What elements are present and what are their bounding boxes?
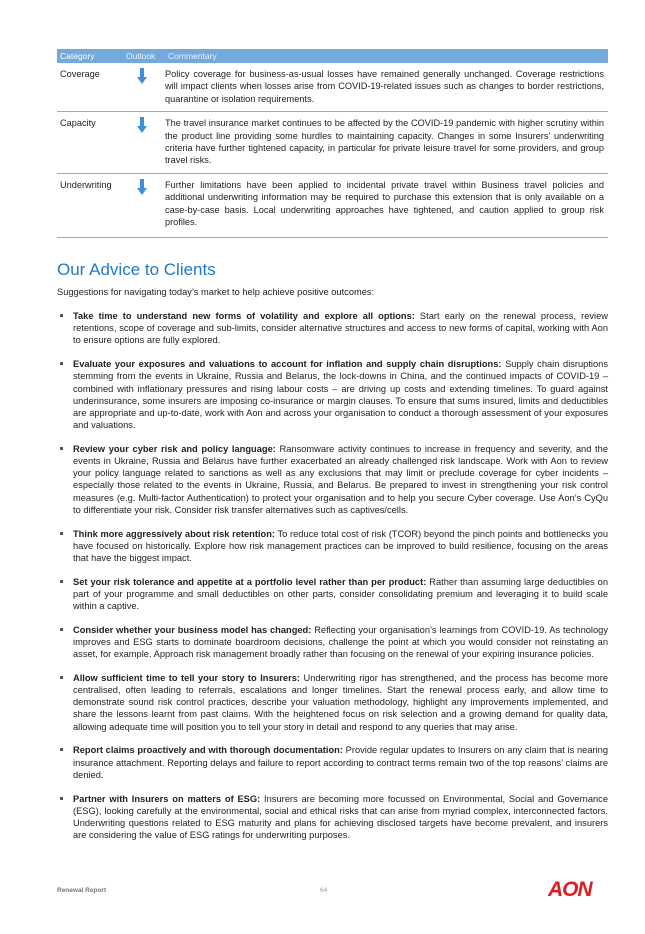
row-commentary: The travel insurance market continues to be affected by the COVID-19 pandemic with higher scrutiny within the product line providing some hurdles to maintaining capacity. Changes in some Insurers’ underwriting criteria have further tightened capacity, in particular for private leisure travel for some providers, and group travel risks. <box>165 118 604 166</box>
row-commentary: Policy coverage for business-as-usual losses have remained generally unchanged. Coverage restrictions will impact clients when losses arise from COVID-19-related issues such as changes to border restrictions, quarantine or isolation requirements. <box>165 69 604 104</box>
bullet-square-icon <box>60 447 63 450</box>
down-arrow-icon <box>137 179 147 195</box>
item-text: To reduce total cost of risk (TCOR) beyond the pinch points and bottlenecks you have focused on historically. Explore how risk management practices can be improved to build resilience, focusing on the areas that have the biggest impact. <box>73 528 608 563</box>
table-row <box>57 174 608 239</box>
footer-report-name: Renewal Report <box>57 887 107 894</box>
section-intro: Suggestions for navigating today’s market to help achieve positive outcomes: <box>57 287 375 297</box>
item-text: Ransomware activity continues to increase in frequency and severity, and the events in Ukraine, Russia and Belarus have further exacerbated an already challenged risk landscape. Work with Aon to review your policy language related to sanctions as well as any exclusions that may limit or preclude coverage for cyber incidents – especially those related to the events in Ukraine, Russia, and Belarus. Be prepared to invest in strengthening your risk control measures (e.g. Multi-factor Authentication) to protect your organisation and to help you secure Cyber coverage. Use Aon’s CyQu to differentiate your risk. Consider risk transfer alternatives such as captives/cells. <box>73 443 608 515</box>
item-title: Report claims proactively and with thorough documentation: <box>73 745 343 756</box>
table-row <box>57 112 608 174</box>
header-commentary: Commentary <box>168 51 217 61</box>
list-item <box>57 528 608 565</box>
down-arrow-icon <box>137 117 147 133</box>
item-text: Start early on the renewal process, review retentions, scope of coverage and sub-limits, consider alternative structures and access to new forms of capital, working with Aon to ensure options are fully explored. <box>73 311 608 346</box>
table-header <box>57 49 608 63</box>
list-item <box>57 310 608 347</box>
bullet-square-icon <box>60 362 63 365</box>
list-item <box>57 624 608 661</box>
item-title: Set your risk tolerance and appetite at a portfolio level rather than per product: <box>73 576 427 587</box>
row-commentary: Further limitations have been applied to incidental private travel within Business travel policies and additional underwriting information may be required to purchase this extension that is only available on a case-by-case basis. Local underwriting approaches have tightened, and caution applied to group risk profiles. <box>165 179 604 228</box>
item-title: Evaluate your exposures and valuations to account for inflation and supply chain disruptions: <box>73 359 502 370</box>
row-category: Coverage <box>60 69 100 79</box>
bullet-square-icon <box>60 532 63 535</box>
list-item <box>57 793 608 842</box>
item-title: Consider whether your business model has changed: <box>73 624 312 635</box>
down-arrow-icon <box>137 68 147 84</box>
table-row <box>57 63 608 112</box>
bullet-square-icon <box>60 580 63 583</box>
list-item <box>57 576 608 613</box>
header-outlook: Outlook <box>126 51 156 61</box>
section-heading: Our Advice to Clients <box>57 260 216 279</box>
item-title: Review your cyber risk and policy language: <box>73 443 276 454</box>
svg-text:AON: AON <box>548 878 592 899</box>
item-title: Partner with Insurers on matters of ESG: <box>73 793 261 804</box>
item-text: Supply chain disruptions stemming from the events in Ukraine, Russia and Belarus, the lock-downs in China, and the continued impacts of COVID-19 – combined with inflationary pressures and rising labour costs – are driving up costs and extending timelines. To guard against underinsurance, some insurers are imposing co-insurance or margin clauses. To ensure that sums insured, limits and deductibles are appropriate and up-to-date, work with Aon and across your organisation to conduct a thorough assessment of your exposures and valuations. <box>73 359 608 431</box>
aon-logo <box>548 877 608 899</box>
market-outlook-table <box>57 49 608 238</box>
item-text: Provide regular updates to Insurers on any claim that is nearing insurance attachment. Reporting delays and failure to report according to contract terms remain two of the top reasons’ claims are denied. <box>73 745 608 780</box>
row-category: Capacity <box>60 118 96 129</box>
bullet-square-icon <box>60 748 63 751</box>
item-title: Allow sufficient time to tell your story to Insurers: <box>73 672 300 683</box>
item-title: Think more aggressively about risk retention: <box>73 528 275 539</box>
advice-list <box>57 310 608 853</box>
bullet-square-icon <box>60 628 63 631</box>
page-number: 64 <box>320 887 328 894</box>
bullet-square-icon <box>60 314 63 317</box>
list-item <box>57 443 608 516</box>
bullet-square-icon <box>60 797 63 800</box>
list-item <box>57 672 608 733</box>
header-category: Category <box>60 51 95 61</box>
bullet-square-icon <box>60 676 63 679</box>
list-item <box>57 744 608 781</box>
item-text: Insurers are becoming more focussed on Environmental, Social and Governance (ESG), looking carefully at the environmental, social and ethical risks that can arise from myriad complex, interconnected factors. Underwriting questions related to ESG maturity and plans for achieving disclosed targets have become prevalent, and insurers are considering the value of ESG ratings for underwriting purposes. <box>73 793 608 841</box>
item-text: Rather than assuming large deductibles on part of your programme and small deductibles on other parts, consider consolidating premium and leveraging it to build scale within a captive. <box>73 576 608 612</box>
row-category: Underwriting <box>60 179 112 190</box>
list-item <box>57 358 608 431</box>
item-text: Underwriting rigor has strengthened, and the process has become more centralised, often leading to referrals, escalations and longer timelines. Start the renewal process early, and allow time to demonstrate sound risk control practices, describe your valuation methodology, highlight any improvements implemented, and share the lessons learnt from past claims. With the heightened focus on risk selection and a growing demand for quality data, allowing adequate time will position you to tell your story in detail and respond to any queries that may arise. <box>73 672 608 732</box>
item-title: Take time to understand new forms of volatility and explore all options: <box>73 311 415 321</box>
item-text: Reflecting your organisation’s learnings from COVID-19. As technology improves and ESG starts to dominate boardroom decisions, challenge the point at which you would consider not reinstating an asset, for example. Approach risk management broadly rather than focusing on the renewal of your expiring insurance policies. <box>73 624 608 660</box>
